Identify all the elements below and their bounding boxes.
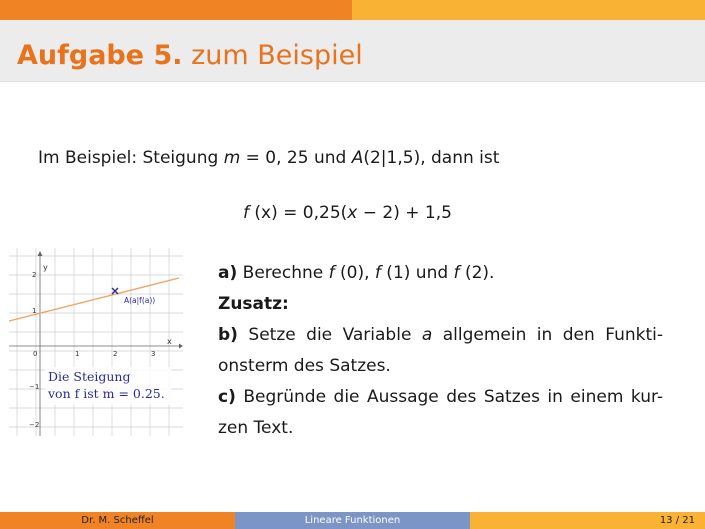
- point-a-label: A(a|f(a)): [124, 296, 156, 305]
- task-b-var: a: [421, 325, 433, 345]
- intro-prefix: Im Beispiel: Steigung: [38, 148, 224, 168]
- task-a: [218, 258, 663, 289]
- task-list: [218, 258, 663, 444]
- task-a-text: (1) und: [380, 263, 454, 283]
- x-axis-arrow-icon: [179, 344, 183, 349]
- x-tick-label: 1: [75, 350, 80, 358]
- footer-bar: [0, 512, 705, 529]
- footer-page-number: 13 / 21: [470, 512, 705, 529]
- formula-lhs: (x) = 0,25(: [249, 203, 348, 223]
- function-formula: [243, 203, 452, 223]
- task-a-text: (2).: [459, 263, 495, 283]
- x-tick-label: 3: [151, 350, 156, 358]
- y-tick-label: 1: [32, 307, 37, 315]
- task-c-text: Begründe die Aussage des Satzes in einem kur-: [235, 387, 663, 407]
- intro-a-value: (2|1,5), dann ist: [363, 148, 500, 168]
- task-b-text: Setze die Variable: [237, 325, 422, 345]
- task-a-text: Berechne: [237, 263, 329, 283]
- intro-a-var: A: [351, 148, 364, 168]
- zusatz-heading: Zusatz:: [218, 294, 289, 314]
- task-a-f0: f: [328, 263, 335, 283]
- y-tick-label: −2: [29, 421, 40, 429]
- annotation-line-1: Die Steigung: [48, 369, 131, 384]
- intro-text: [38, 148, 499, 168]
- task-a-label: a): [218, 263, 238, 283]
- task-b-line-2: onsterm des Satzes.: [218, 356, 391, 376]
- annotation-line-2: von f ist m = 0.25.: [48, 386, 165, 401]
- axis-y-label: y: [43, 263, 48, 272]
- task-a-f2: f: [453, 263, 460, 283]
- y-tick-label: 2: [32, 271, 37, 279]
- page-title: [17, 40, 363, 71]
- x-tick-label: 0: [33, 350, 38, 358]
- top-color-bar: [0, 0, 705, 20]
- formula-f: f: [243, 203, 249, 223]
- footer-author: Dr. M. Scheffel: [0, 512, 235, 529]
- formula-rhs: − 2) + 1,5: [357, 203, 452, 223]
- task-b-text: allgemein in den Funkti-: [432, 325, 663, 345]
- formula-x: x: [347, 203, 358, 223]
- x-tick-label: 2: [113, 350, 118, 358]
- title-rest: zum Beispiel: [191, 40, 363, 71]
- task-b-line-1: [218, 320, 663, 351]
- task-b-label: b): [218, 325, 238, 345]
- task-a-text: (0),: [334, 263, 375, 283]
- task-c-line-1: [218, 382, 663, 413]
- top-bar-right-segment: [352, 0, 705, 20]
- y-tick-label: −1: [29, 383, 40, 391]
- function-graph: [9, 248, 183, 436]
- intro-m-value: = 0, 25 und: [240, 148, 352, 168]
- axis-x-label: x: [167, 337, 172, 346]
- intro-m-var: m: [223, 148, 241, 168]
- task-c-label: c): [218, 387, 236, 407]
- task-c-line-2: zen Text.: [218, 418, 294, 438]
- top-bar-left-segment: [0, 0, 352, 20]
- y-axis-arrow-icon: [38, 251, 43, 256]
- title-bold: Aufgabe 5.: [17, 40, 183, 71]
- footer-topic: Lineare Funktionen: [235, 512, 470, 529]
- task-a-f1: f: [374, 263, 381, 283]
- point-a-marker-icon: [112, 288, 118, 294]
